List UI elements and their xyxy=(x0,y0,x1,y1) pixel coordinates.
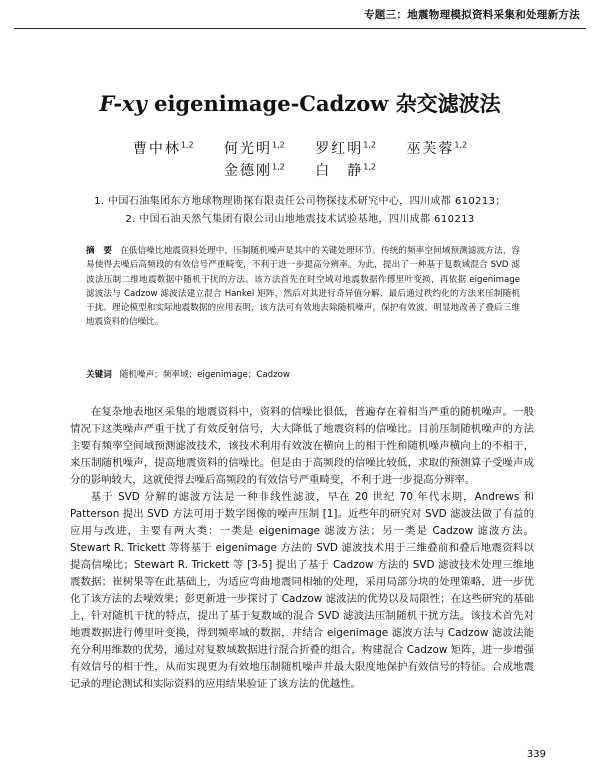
paper-title xyxy=(0,88,600,118)
running-header xyxy=(0,0,600,36)
paragraph: 在复杂地表地区采集的地震资料中，资料的信噪比很低，普遍存在着相当严重的随机噪声。一般情况下这类噪声严重干扰了有效反射信号，大大降低了地震资料的信噪比。目前压制随机噪声的方法主要有频率空间域预测滤波技术，该技术利用有效波在横向上的相干性和随机噪声横向上的不相干，来压制随机噪声，提高地震资料的信噪比。但是由于高频段的信噪比较低，求取的预测算子受噪声成分的影响较大，这就使得去噪后高频段的有效信号严重畸变，不利于进一步提高分辨率。 xyxy=(70,406,534,486)
keywords-label: 关键词 xyxy=(86,370,112,380)
keywords xyxy=(86,368,520,380)
author-line-2 xyxy=(0,160,600,180)
keywords-text: 随机噪声；频率域；eigenimage；Cadzow xyxy=(119,370,290,380)
abstract-text: 在低信噪比地震资料处理中，压制随机噪声是其中的关键处理环节。传统的频率空间域预测滤波方法，容易使得去噪后高频段的有效信号严重畸变，不利于进一步提高分辨率。为此，提出了一种基于复数域混合 SVD 滤波法压制二维地震数据中随机干扰的方法。该方法首先在时空域对地震数据作傅里叶变换，再依据 eigenimage 滤波法与 Cadzow 滤波法建立混合 Hankel 矩阵，然后对其进行奇异值分解、最后通过秩约化的方法来压制随机干扰。理论模型和实际地震数据的应用表明，该方法可有效地去除随机噪声，保护有效波，明显地改善了叠后三维地震资料的信噪比。 xyxy=(86,246,520,328)
page-number: 339 xyxy=(526,749,546,760)
running-title: 专题三：地震物理模拟资料采集和处理新方法 xyxy=(364,9,580,21)
author: 曹中林$^{1,2}$ xyxy=(132,140,194,157)
author: 何光明$^{1,2}$ xyxy=(224,140,285,157)
author: 罗红明$^{1,2}$ xyxy=(315,140,376,157)
abstract xyxy=(86,244,520,330)
title-main: eigenimage-Cadzow 杂交滤波法 xyxy=(146,91,501,116)
affiliation-2: 2. 中国石油天然气集团有限公司山地地震技术试验基地，四川成都 610213 xyxy=(125,214,475,225)
author: 巫芙蓉$^{1,2}$ xyxy=(406,140,468,157)
author-line-1 xyxy=(0,138,600,158)
header-rule xyxy=(14,28,586,29)
title-fxy: F-xy xyxy=(99,91,147,116)
author: 白 静$^{1,2}$ xyxy=(315,162,376,179)
affiliation-1: 1. 中国石油集团东方地球物理勘探有限责任公司物探技术研究中心，四川成都 610213； xyxy=(94,196,506,207)
author: 金德刚$^{1,2}$ xyxy=(224,162,285,179)
paragraph: 基于 SVD 分解的滤波方法是一种非线性滤波，早在 20 世纪 70 年代末期，Andrews 和 Patterson 提出 SVD 方法可用于数字图像的噪声压制 [1]。近些年的研究对 SVD 滤波法做了有益的应用与改进，主要有两大类：一类是 eigenimage 滤波方法；另一类是 Cadzow 滤波方法。Stewart R. Trickett 等将基于 eigenimage 方法的 SVD 滤波技术用于三维叠前和叠后地震资料以提高信噪比；Stewart R. Trickett 等 [3-5] 提出了基于 Cadzow 方法的 SVD 滤波技术处理三维地震数据；崔树果等在此基础上，为适应弯曲地震同相轴的处理，采用局部分块的处理策略，进一步优化了该方法的去噪效果；彭更新进一步探讨了 Cadzow 滤波法的优势以及局限性；在这些研究的基础上，针对随机干扰的特点，提出了基于复数域的混合 SVD 滤波法压制随机干扰方法。该技术首先对地震数据进行傅里叶变换，得到频率域的数据，并结合 eigenimage 滤波方法与 Cadzow 滤波法能充分利用维数的优势，通过对复数域数据进行混合折叠的组合，构建混合 Cadzow 矩阵，进一步增强有效信号的相干性，从而实现更为有效地压制随机噪声并最大限度地保护有效信号的特征。合成地震记录的理论测试和实际资料的应用结果验证了该方法的优越性。 xyxy=(70,491,534,690)
abstract-label: 摘 要 xyxy=(86,246,113,256)
body-text xyxy=(70,404,534,693)
